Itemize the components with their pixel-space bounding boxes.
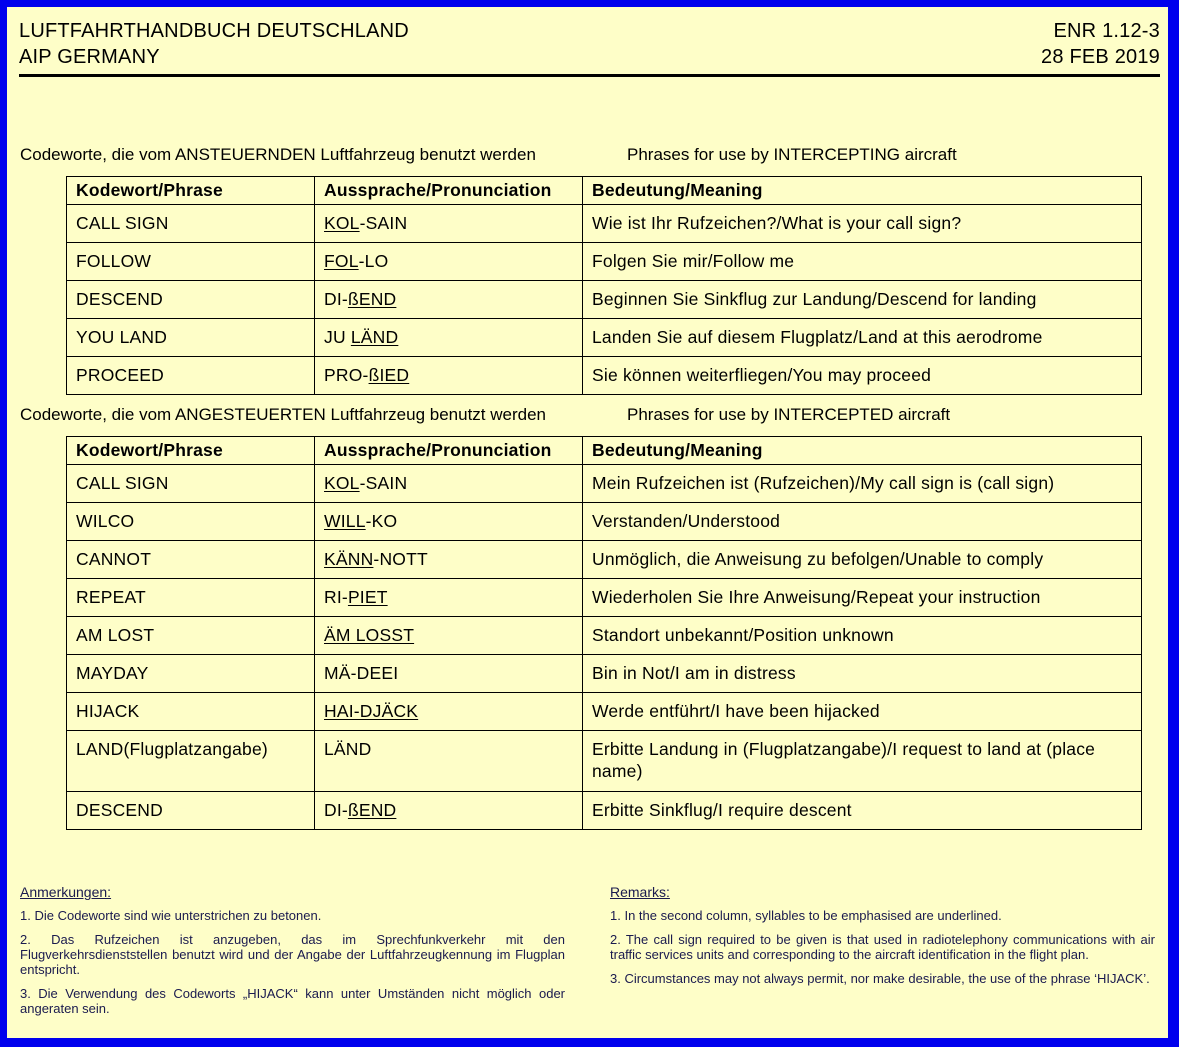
column-header: Aussprache/Pronunciation bbox=[315, 177, 583, 205]
meaning-cell: Wie ist Ihr Rufzeichen?/What is your call sign? bbox=[583, 205, 1142, 243]
meaning-cell: Sie können weiterfliegen/You may proceed bbox=[583, 357, 1142, 395]
table-row bbox=[67, 357, 1142, 395]
note-item: 2. The call sign required to be given is that used in radiotelephony communications with air traffic services units and corresponding to the aircraft identification in the flight plan. bbox=[610, 932, 1155, 962]
header-title-en: AIP GERMANY bbox=[19, 46, 160, 68]
header-left bbox=[19, 18, 409, 70]
header-ref: ENR 1.12-3 bbox=[1053, 20, 1160, 42]
header-row bbox=[67, 177, 1142, 205]
phrase-cell: REPEAT bbox=[67, 579, 315, 617]
meaning-cell: Mein Rufzeichen ist (Rufzeichen)/My call sign is (call sign) bbox=[583, 465, 1142, 503]
note-item: 3. Circumstances may not always permit, nor make desirable, the use of the phrase ‘HIJACK’. bbox=[610, 971, 1150, 986]
table-row bbox=[67, 503, 1142, 541]
note-item: 1. In the second column, syllables to be emphasised are underlined. bbox=[610, 908, 1002, 923]
pronunciation-cell: DI-ßEND bbox=[315, 281, 583, 319]
pronunciation-cell: DI-ßEND bbox=[315, 792, 583, 830]
stressed-syllable: ÄM LOSST bbox=[324, 625, 415, 645]
note-item: 1. Die Codeworte sind wie unterstrichen zu betonen. bbox=[20, 908, 322, 923]
phrase-cell: PROCEED bbox=[67, 357, 315, 395]
header-right bbox=[1041, 18, 1160, 70]
phrase-cell: YOU LAND bbox=[67, 319, 315, 357]
table-row bbox=[67, 319, 1142, 357]
section2-caption-en: Phrases for use by INTERCEPTED aircraft bbox=[627, 405, 951, 424]
table-row bbox=[67, 655, 1142, 693]
stressed-syllable: FOL bbox=[324, 251, 359, 271]
column-header: Bedeutung/Meaning bbox=[583, 437, 1142, 465]
table-row bbox=[67, 243, 1142, 281]
column-header: Kodewort/Phrase bbox=[67, 177, 315, 205]
table-row bbox=[67, 579, 1142, 617]
pronunciation-cell bbox=[315, 617, 583, 655]
pronunciation-cell: KOL-SAIN bbox=[315, 465, 583, 503]
section1-caption-en: Phrases for use by INTERCEPTING aircraft bbox=[627, 145, 957, 164]
table-row bbox=[67, 541, 1142, 579]
stressed-syllable: LÄND bbox=[350, 327, 399, 347]
stressed-syllable: KOL bbox=[324, 213, 360, 233]
table-row bbox=[67, 465, 1142, 503]
meaning-cell: Erbitte Sinkflug/I require descent bbox=[583, 792, 1142, 830]
table-row bbox=[67, 731, 1142, 792]
table-row bbox=[67, 205, 1142, 243]
section1-caption-de: Codeworte, die vom ANSTEUERNDEN Luftfahrzeug benutzt werden bbox=[20, 145, 536, 164]
pronunciation-cell: JU LÄND bbox=[315, 319, 583, 357]
stressed-syllable: KÄNN bbox=[324, 549, 374, 569]
column-header: Aussprache/Pronunciation bbox=[315, 437, 583, 465]
stressed-syllable: PIET bbox=[347, 587, 388, 607]
phrase-cell: WILCO bbox=[67, 503, 315, 541]
note-item: 2. Das Rufzeichen ist anzugeben, das im Sprechfunkverkehr mit den Flugverkehrsdienststellen benutzt wird und der Angabe der Luftfahrzeugkennung im Flugplan entspricht. bbox=[20, 932, 565, 977]
meaning-cell: Erbitte Landung in (Flugplatzangabe)/I request to land at (place name) bbox=[583, 731, 1142, 792]
phrase-cell: FOLLOW bbox=[67, 243, 315, 281]
intercepted-phrases-table bbox=[66, 436, 1142, 830]
phrase-cell: AM LOST bbox=[67, 617, 315, 655]
stressed-syllable: ßIED bbox=[368, 365, 410, 385]
meaning-cell: Verstanden/Understood bbox=[583, 503, 1142, 541]
table-row bbox=[67, 281, 1142, 319]
notes-title: Anmerkungen: bbox=[20, 884, 112, 900]
phrase-cell: CALL SIGN bbox=[67, 465, 315, 503]
pronunciation-cell: MÄ-DEEI bbox=[315, 655, 583, 693]
phrase-cell: DESCEND bbox=[67, 792, 315, 830]
meaning-cell: Bin in Not/I am in distress bbox=[583, 655, 1142, 693]
column-header: Kodewort/Phrase bbox=[67, 437, 315, 465]
header-row bbox=[67, 437, 1142, 465]
pronunciation-cell: WILL-KO bbox=[315, 503, 583, 541]
pronunciation-cell: RI-PIET bbox=[315, 579, 583, 617]
phrase-cell: HIJACK bbox=[67, 693, 315, 731]
stressed-syllable: WILL bbox=[324, 511, 366, 531]
stressed-syllable: ßEND bbox=[347, 289, 397, 309]
pronunciation-cell: LÄND bbox=[315, 731, 583, 792]
pronunciation-cell bbox=[315, 693, 583, 731]
meaning-cell: Folgen Sie mir/Follow me bbox=[583, 243, 1142, 281]
header-date: 28 FEB 2019 bbox=[1041, 46, 1160, 68]
document-page bbox=[7, 7, 1168, 1038]
note-item: 3. Die Verwendung des Codeworts „HIJACK“ kann unter Umständen nicht möglich oder angeraten sein. bbox=[20, 986, 565, 1016]
table-row bbox=[67, 617, 1142, 655]
meaning-cell: Wiederholen Sie Ihre Anweisung/Repeat your instruction bbox=[583, 579, 1142, 617]
pronunciation-cell: KÄNN-NOTT bbox=[315, 541, 583, 579]
table-row bbox=[67, 693, 1142, 731]
header-rule bbox=[19, 74, 1160, 77]
stressed-syllable: ßEND bbox=[347, 800, 397, 820]
notes-german bbox=[20, 885, 565, 1025]
meaning-cell: Unmöglich, die Anweisung zu befolgen/Unable to comply bbox=[583, 541, 1142, 579]
phrase-cell: DESCEND bbox=[67, 281, 315, 319]
stressed-syllable: HAI-DJÄCK bbox=[324, 701, 419, 721]
intercepting-phrases-table bbox=[66, 176, 1142, 395]
header-title-de: LUFTFAHRTHANDBUCH DEUTSCHLAND bbox=[19, 20, 409, 42]
pronunciation-cell: KOL-SAIN bbox=[315, 205, 583, 243]
phrase-cell: MAYDAY bbox=[67, 655, 315, 693]
phrase-cell: CALL SIGN bbox=[67, 205, 315, 243]
meaning-cell: Werde entführt/I have been hijacked bbox=[583, 693, 1142, 731]
notes-english bbox=[610, 885, 1155, 995]
pronunciation-cell: PRO-ßIED bbox=[315, 357, 583, 395]
phrase-cell: CANNOT bbox=[67, 541, 315, 579]
section2-caption-de: Codeworte, die vom ANGESTEUERTEN Luftfahrzeug benutzt werden bbox=[20, 405, 546, 424]
pronunciation-cell: FOL-LO bbox=[315, 243, 583, 281]
meaning-cell: Landen Sie auf diesem Flugplatz/Land at this aerodrome bbox=[583, 319, 1142, 357]
meaning-cell: Beginnen Sie Sinkflug zur Landung/Descend for landing bbox=[583, 281, 1142, 319]
meaning-cell: Standort unbekannt/Position unknown bbox=[583, 617, 1142, 655]
column-header: Bedeutung/Meaning bbox=[583, 177, 1142, 205]
table-row bbox=[67, 792, 1142, 830]
phrase-cell: LAND(Flugplatzangabe) bbox=[67, 731, 315, 792]
notes-title: Remarks: bbox=[610, 884, 670, 900]
stressed-syllable: KOL bbox=[324, 473, 360, 493]
